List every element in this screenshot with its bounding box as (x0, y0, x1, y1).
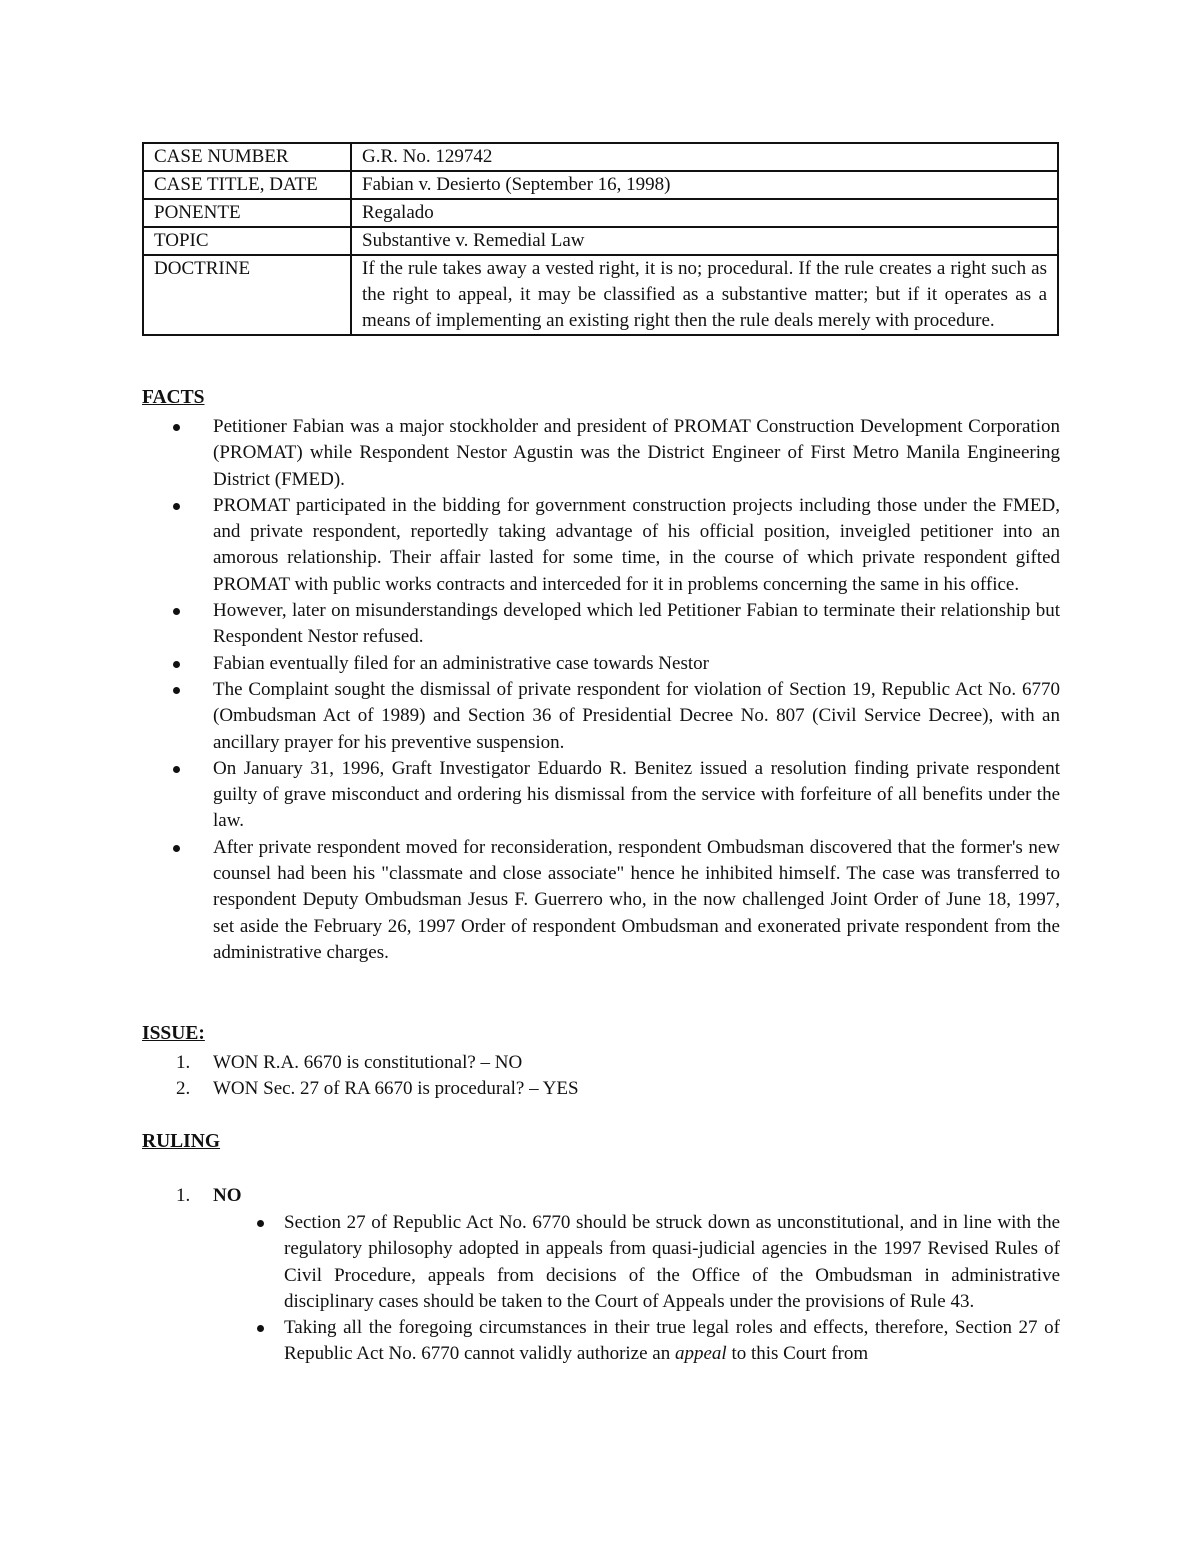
bullet-icon (173, 503, 180, 510)
ruling-answer: NO (213, 1185, 242, 1206)
item-number: 1. (176, 1052, 191, 1073)
ruling-list (142, 1183, 1060, 1209)
list-item (142, 1076, 1060, 1102)
ruling-point-after: to this Court from (726, 1343, 869, 1365)
issue-list (142, 1050, 1060, 1102)
ruling-point-text (284, 1317, 1060, 1364)
table-row (143, 143, 1058, 171)
issue-text: WON Sec. 27 of RA 6670 is procedural? – YES (213, 1078, 579, 1099)
ponente-value: Regalado (351, 199, 1058, 227)
case-number-label: CASE NUMBER (143, 143, 351, 171)
table-row (143, 199, 1058, 227)
list-item (142, 414, 1060, 493)
case-title-label: CASE TITLE, DATE (143, 171, 351, 199)
bullet-icon (173, 845, 180, 852)
list-item (142, 677, 1060, 756)
fact-text: PROMAT participated in the bidding for government construction projects including those under the FMED, and private respondent, reportedly taking advantage of his official position, inveigled petitioner into an amorous relationship. Their affair lasted for some time, in the course of which private respondent gifted PROMAT with public works contracts and interceded for it in problems concerning the same in his office. (213, 494, 1060, 595)
ponente-label: PONENTE (143, 199, 351, 227)
table-row (143, 255, 1058, 335)
list-item (142, 651, 1060, 677)
case-info-table (142, 142, 1059, 336)
list-item (142, 1210, 1060, 1315)
item-number: 2. (176, 1078, 191, 1099)
ruling-point-emphasis: appeal (674, 1343, 727, 1365)
bullet-icon (173, 661, 180, 668)
bullet-icon (173, 687, 180, 694)
bullet-icon (257, 1220, 264, 1227)
table-row (143, 171, 1058, 199)
case-title-value: Fabian v. Desierto (September 16, 1998) (351, 171, 1058, 199)
table-row (143, 227, 1058, 255)
list-item (142, 493, 1060, 598)
list-item (142, 835, 1060, 966)
ruling-point-before: Taking all the foregoing circumstances in their true legal roles and effects, therefore, Section 27 of Republic Act No. 6770 cannot validly authorize an (284, 1317, 1060, 1365)
fact-text: Petitioner Fabian was a major stockholder and president of PROMAT Construction Development Corporation (PROMAT) while Respondent Nestor Agustin was the District Engineer of First Metro Manila Engineering District (FMED). (213, 416, 1060, 490)
bullet-icon (257, 1325, 264, 1332)
doctrine-value: If the rule takes away a vested right, it is no; procedural. If the rule creates a right such as the right to appeal, it may be classified as a substantive matter; but if it operates as a means of implementing an existing right then the rule deals merely with procedure. (351, 255, 1058, 335)
bullet-icon (173, 608, 180, 615)
case-number-value: G.R. No. 129742 (351, 143, 1058, 171)
ruling-point-text: Section 27 of Republic Act No. 6770 should be struck down as unconstitutional, and in line with the regulatory philosophy adopted in appeals from quasi-judicial agencies in the 1997 Revised Rules of Civil Procedure, appeals from decisions of the Office of the Ombudsman in administrative disciplinary cases should be taken to the Court of Appeals under the provisions of Rule 43. (284, 1212, 1060, 1312)
issue-heading: ISSUE: (142, 1023, 205, 1044)
ruling-heading: RULING (142, 1131, 221, 1152)
item-number: 1. (176, 1185, 191, 1206)
issue-text: WON R.A. 6670 is constitutional? – NO (213, 1052, 523, 1073)
fact-text: After private respondent moved for reconsideration, respondent Ombudsman discovered that the former's new counsel had been his "classmate and close associate" hence he inhibited himself. The case was transferred to respondent Deputy Ombudsman Jesus F. Guerrero who, in the now challenged Joint Order of June 18, 1997, set aside the February 26, 1997 Order of respondent Ombudsman and exonerated private respondent from the administrative charges. (213, 836, 1060, 963)
list-item (142, 756, 1060, 835)
list-item (142, 1183, 1060, 1209)
list-item (142, 1315, 1060, 1368)
ruling-points (142, 1210, 1060, 1368)
fact-text: The Complaint sought the dismissal of private respondent for violation of Section 19, Republic Act No. 6770 (Ombudsman Act of 1989) and Section 36 of Presidential Decree No. 807 (Civil Service Decree), with an ancillary prayer for his preventive suspension. (213, 678, 1060, 753)
fact-text: However, later on misunderstandings developed which led Petitioner Fabian to terminate their relationship but Respondent Nestor refused. (213, 600, 1060, 648)
bullet-icon (173, 424, 180, 431)
list-item (142, 598, 1060, 651)
topic-label: TOPIC (143, 227, 351, 255)
facts-heading: FACTS (142, 387, 205, 408)
facts-list (142, 414, 1060, 966)
bullet-icon (173, 766, 180, 773)
doctrine-label: DOCTRINE (143, 255, 351, 335)
fact-text: Fabian eventually filed for an administrative case towards Nestor (213, 652, 709, 674)
list-item (142, 1050, 1060, 1076)
fact-text: On January 31, 1996, Graft Investigator Eduardo R. Benitez issued a resolution finding private respondent guilty of grave misconduct and ordering his dismissal from the service with forfeiture of all benefits under the law. (213, 757, 1060, 832)
topic-value: Substantive v. Remedial Law (351, 227, 1058, 255)
